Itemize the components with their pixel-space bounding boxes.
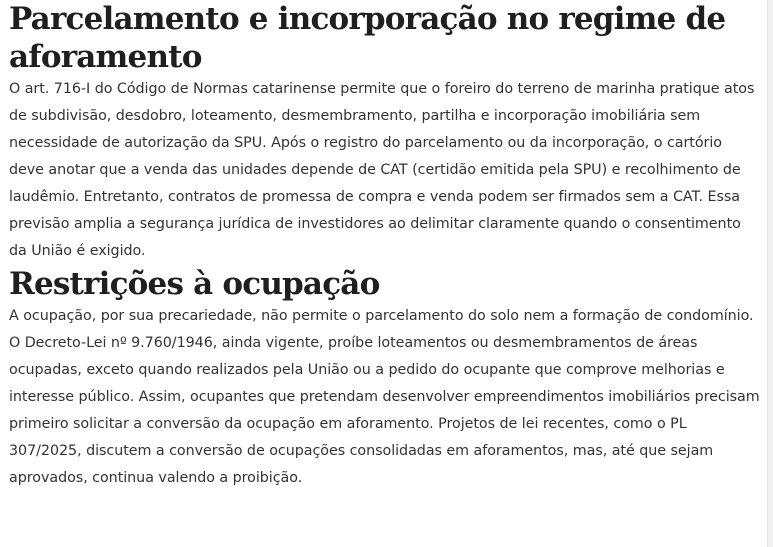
section-paragraph-restricoes: A ocupação, por sua precariedade, não permite o parcelamento do solo nem a formação de condomínio. O Decreto-Lei nº 9.760/1946, ainda vigente, proíbe loteamentos ou desmembramentos de áreas ocupadas, exceto quando realizados pela União ou a pedido do ocupante que comprove melhorias e interesse público. Assim, ocupantes que pretendam desenvolver empreendimentos imobiliários precisam primeiro solicitar a conversão da ocupação em aforamento. Projetos de lei recentes, como o PL 307/2025, discutem a conversão de ocupações consolidadas em aforamentos, mas, até que sejam aprovados, continua valendo a proibição. [9, 308, 760, 486]
section-paragraph-parcelamento: O art. 716-I do Código de Normas catarinense permite que o foreiro do terreno de marinha pratique atos de subdivisão, desdobro, loteamento, desmembramento, partilha e incorporação imobiliária sem necessidade de autorização da SPU. Após o registro do parcelamento ou da incorporação, o cartório deve anotar que a venda das unidades depende de CAT (certidão emitida pela SPU) e recolhimento de laudêmio. Entretanto, contratos de promessa de compra e venda podem ser firmados sem a CAT. Essa previsão amplia a segurança jurídica de investidores ao delimitar claramente quando o consentimento da União é exigido. [9, 81, 755, 259]
vertical-scrollbar[interactable] [767, 0, 773, 547]
section-heading-parcelamento: Parcelamento e incorporação no regime de aforamento [9, 1, 726, 75]
article-content [9, 0, 761, 492]
section-heading-restricoes: Restrições à ocupação [9, 266, 380, 302]
